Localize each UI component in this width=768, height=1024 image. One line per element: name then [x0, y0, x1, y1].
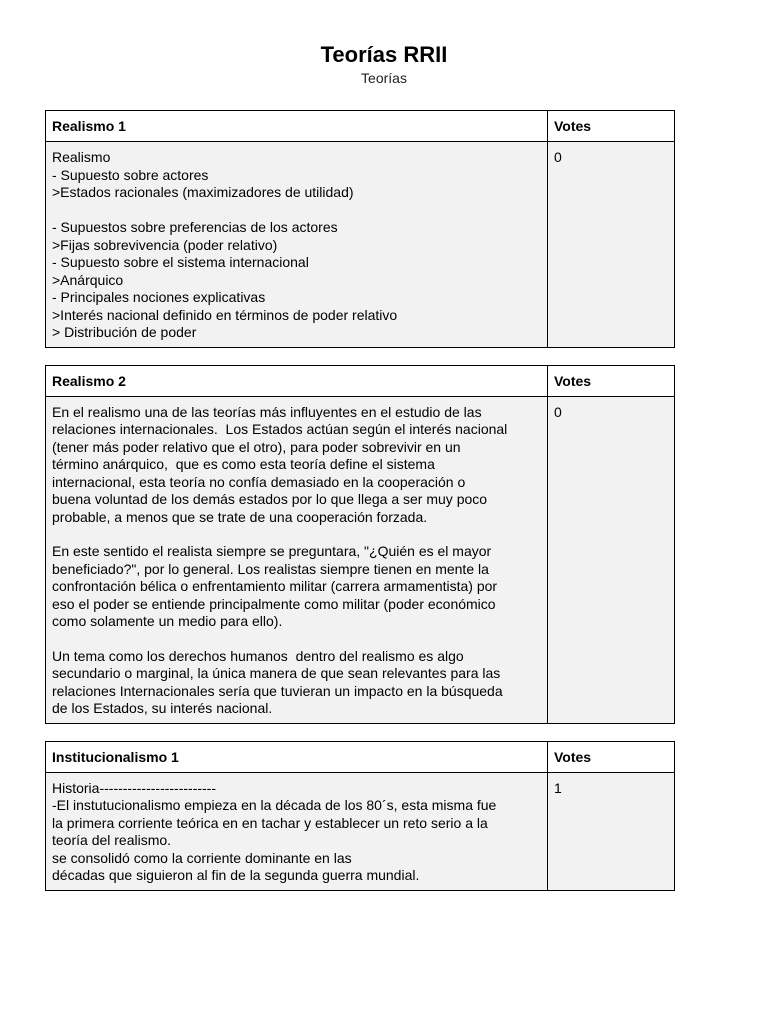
theory-content-cell — [46, 142, 548, 348]
theory-table-realismo-2 — [45, 365, 675, 724]
votes-count: 0 — [548, 396, 675, 723]
theory-paragraph: En el realismo una de las teorías más influyentes en el estudio de las relaciones internacionales. Los Estados actúan según el interés nacional (tener más poder relativo que el otro), para poder sobrevivir en un término anárquico, que es como esta teoría define el sistema internacional, esta teoría no confía demasiado en la cooperación o buena voluntad de los demás estados por lo que llega a ser muy poco probable, a menos que se trate de una cooperación forzada. — [52, 403, 508, 525]
theory-content-cell — [46, 772, 548, 890]
theory-content: Realismo - Supuesto sobre actores >Estados racionales (maximizadores de utilidad) - Supuestos sobre preferencias de los actores >Fijas sobrevivencia (poder relativo) - Supuesto sobre el sistema internacional >Anárquico - Principales nociones explicativas >Interés nacional definido en términos de poder relativo > Distribución de poder — [52, 149, 398, 340]
table-row — [46, 142, 675, 348]
theory-heading: Realismo 2 — [46, 365, 548, 396]
document-subtitle: Teorías — [361, 70, 407, 86]
theory-table-institucionalismo-1 — [45, 741, 675, 891]
theory-tables — [45, 110, 674, 908]
theory-paragraph: En este sentido el realista siempre se preguntara, "¿Quién es el mayor beneficiado?", por lo general. Los realistas siempre tienen en mente la confrontación bélica o enfrentamiento militar (carrera armamentista) por eso el poder se entiende principalmente como militar (poder económico como solamente un medio para ello). — [52, 543, 498, 629]
theory-content: Historia------------------------- -El instutucionalismo empieza en la década de los 80´s, esta misma fue la primera corriente teórica en en tachar y establecer un reto serio a la teoría del realismo. se consolidó como la corriente dominante en las décadas que siguieron al fin de la segunda guerra mundial. — [52, 779, 497, 883]
table-row — [46, 396, 675, 723]
votes-count: 0 — [548, 142, 675, 348]
table-header-row — [46, 741, 675, 772]
document-header — [0, 0, 768, 87]
theory-content-cell — [46, 396, 548, 723]
votes-heading: Votes — [548, 111, 675, 142]
theory-heading: Realismo 1 — [46, 111, 548, 142]
votes-count: 1 — [548, 772, 675, 890]
votes-heading: Votes — [548, 741, 675, 772]
table-row — [46, 772, 675, 890]
theory-heading: Institucionalismo 1 — [46, 741, 548, 772]
theory-paragraph: Un tema como los derechos humanos dentro del realismo es algo secundario o marginal, la única manera de que sean relevantes para las relaciones Internacionales sería que tuvieran un impacto en la búsqueda de los Estados, su interés nacional. — [52, 647, 503, 716]
theory-table-realismo-1 — [45, 110, 675, 348]
votes-heading: Votes — [548, 365, 675, 396]
document-title: Teorías RRII — [320, 42, 448, 67]
table-header-row — [46, 111, 675, 142]
table-header-row — [46, 365, 675, 396]
